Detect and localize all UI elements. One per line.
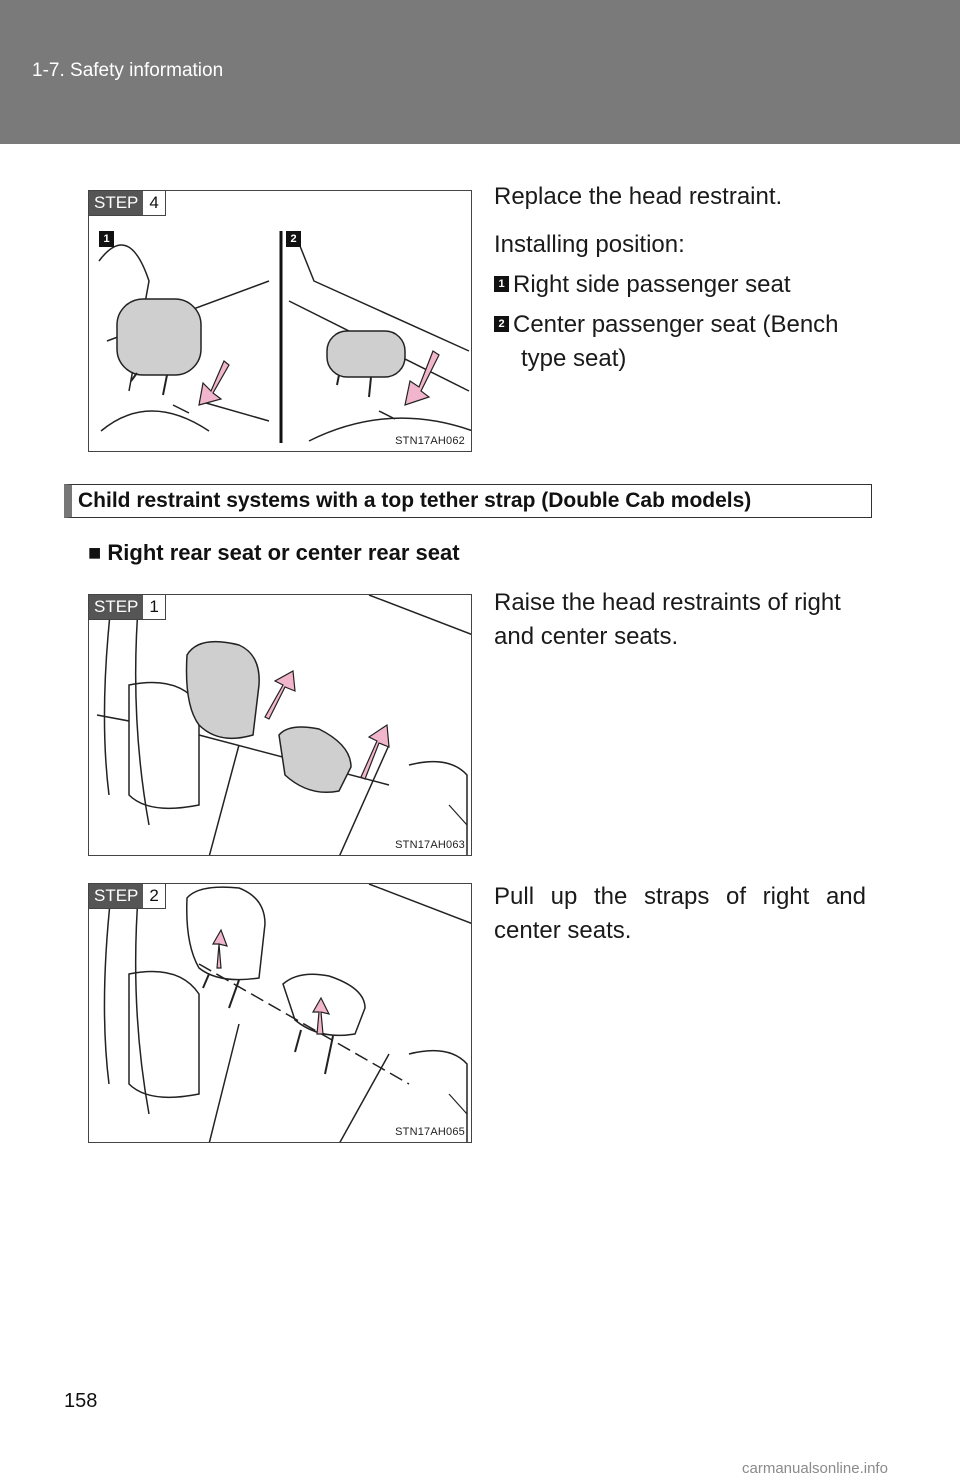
- position-number-1: 1: [494, 276, 509, 292]
- step-badge: STEP 1: [89, 595, 166, 620]
- position-item-2: 2 Center passenger seat (Bench: [494, 308, 839, 342]
- figure-code: STN17AH063: [395, 839, 465, 851]
- section-title: 1-7. Safety information: [32, 60, 224, 81]
- figure-code: STN17AH065: [395, 1126, 465, 1138]
- step2-instruction-line-2: center seats.: [494, 917, 632, 944]
- position-item-1: 1 Right side passenger seat: [494, 268, 791, 302]
- watermark: carmanualsonline.info: [742, 1460, 888, 1477]
- step-badge: STEP 2: [89, 884, 166, 909]
- section-heading: Child restraint systems with a top tether strap (Double Cab models): [64, 484, 872, 518]
- step4-instruction: Replace the head restraint.: [494, 183, 783, 210]
- figure-step-2: [88, 883, 472, 1143]
- position-item-2-continuation: type seat): [521, 345, 627, 372]
- figure-step-4: [88, 190, 472, 452]
- head-restraint-install-illustration: [89, 191, 472, 452]
- step2-instruction-line-1: Pull up the straps of right and: [494, 883, 866, 910]
- subheading: ■ Right rear seat or center rear seat: [88, 540, 460, 565]
- position-marker-1: 1: [99, 231, 114, 247]
- step1-instruction-line-2: and center seats.: [494, 623, 679, 650]
- figure-step-1: [88, 594, 472, 856]
- pull-up-straps-illustration: [89, 884, 472, 1143]
- step1-instruction-line-1: Raise the head restraints of right: [494, 589, 841, 616]
- raise-head-restraints-illustration: [89, 595, 472, 856]
- page-header: [0, 0, 960, 144]
- installing-position-label: Installing position:: [494, 231, 685, 258]
- position-marker-2: 2: [286, 231, 301, 247]
- figure-code: STN17AH062: [395, 435, 465, 447]
- position-number-2: 2: [494, 316, 509, 332]
- step-badge: STEP 4: [89, 191, 166, 216]
- page-number: 158: [64, 1390, 98, 1412]
